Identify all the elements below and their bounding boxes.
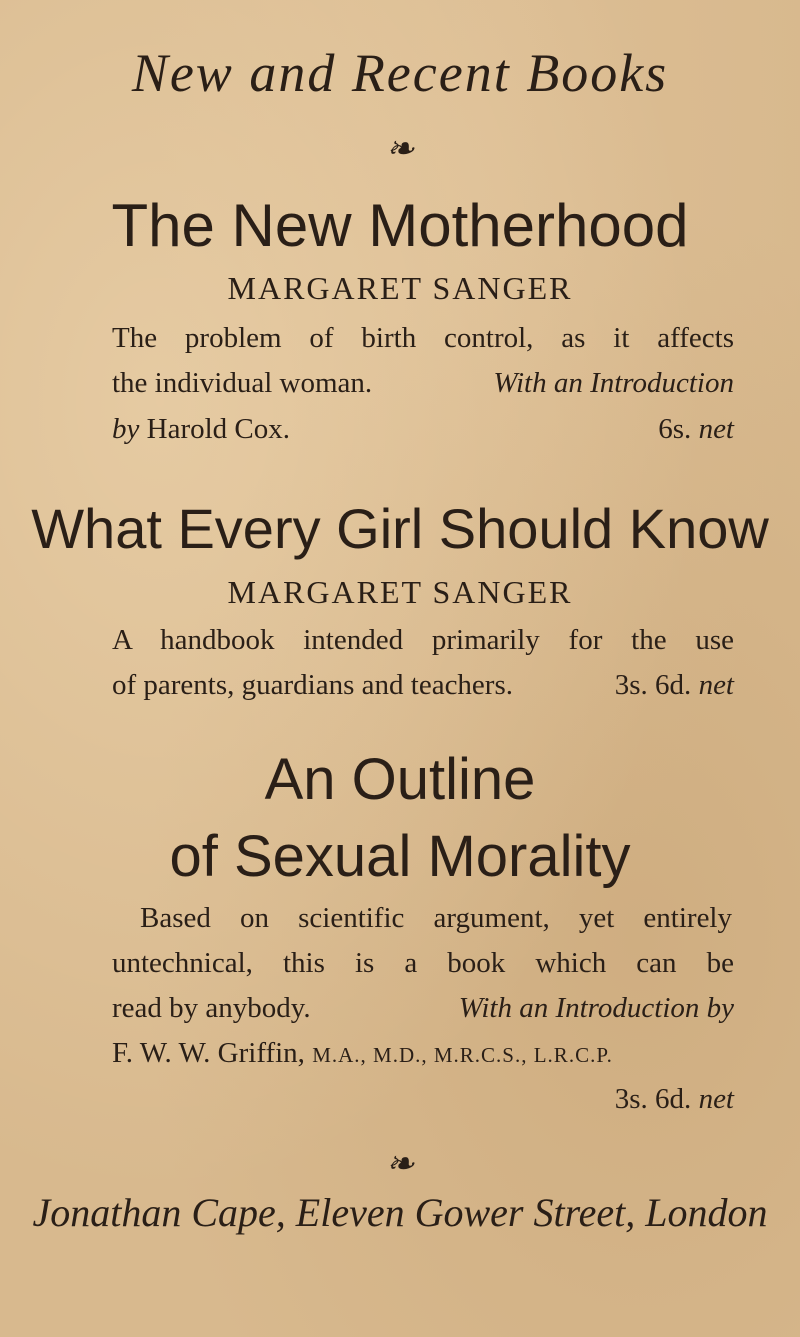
- book-3-title-line-2: of Sexual Morality: [169, 824, 631, 889]
- publisher-imprint: Jonathan Cape, Eleven Gower Street, London: [32, 1190, 768, 1235]
- ornament-bottom: ❧: [385, 1146, 415, 1183]
- book-1-price: [658, 409, 734, 449]
- book-2-price: [615, 665, 734, 705]
- book-3-intro-credentials: M.A., M.D., M.R.C.S., L.R.C.P.: [312, 1043, 613, 1067]
- book-3-title-line-1: An Outline: [264, 747, 536, 812]
- book-3-desc-line-1: Based on scientific argument, yet entirely: [140, 902, 732, 934]
- book-3-desc-line-3-plain: read by anybody.: [112, 992, 311, 1024]
- book-3-desc-line-4: [112, 1033, 734, 1075]
- book-1-intro-author: Harold Cox.: [146, 413, 290, 445]
- book-3-desc-line-3: [112, 988, 734, 1028]
- book-1-desc-line-3: [112, 409, 734, 449]
- book-1-title: The New Motherhood: [111, 192, 689, 259]
- book-3-intro-author: F. W. W. Griffin,: [112, 1037, 305, 1069]
- book-2-price-amount: 3s. 6d.: [614, 669, 692, 701]
- book-2-author: MARGARET SANGER: [227, 574, 573, 610]
- book-2-desc-line-2-text: of parents, guardians and teachers.: [112, 669, 514, 701]
- book-1-intro-label: With an Introduction: [493, 367, 734, 399]
- book-1-desc-line-2-plain: the individual woman.: [112, 367, 373, 399]
- book-2-desc-line-1: A handbook intended primarily for the use: [112, 624, 734, 656]
- book-3-price: [112, 1079, 734, 1119]
- page-header: New and Recent Books: [131, 43, 669, 103]
- book-3-price-net: net: [698, 1083, 734, 1115]
- book-2-price-net: net: [698, 669, 734, 701]
- book-1-author: MARGARET SANGER: [227, 270, 573, 306]
- book-3-intro-label: With an Introduction by: [458, 992, 734, 1024]
- book-2-desc-line-2: [112, 665, 734, 705]
- book-1-price-amount: 6s.: [658, 413, 692, 445]
- book-1-by-label: by: [112, 413, 140, 445]
- book-3-desc-line-2: untechnical, this is a book which can be: [112, 947, 734, 979]
- book-2-title: What Every Girl Should Know: [31, 497, 769, 560]
- book-1-price-net: net: [698, 413, 734, 445]
- book-1-desc-line-2: [112, 363, 734, 403]
- ornament-top: ❧: [385, 131, 415, 168]
- book-1-desc-line-1: The problem of birth control, as it affects: [112, 322, 734, 354]
- book-3-price-amount: 3s. 6d.: [614, 1083, 692, 1115]
